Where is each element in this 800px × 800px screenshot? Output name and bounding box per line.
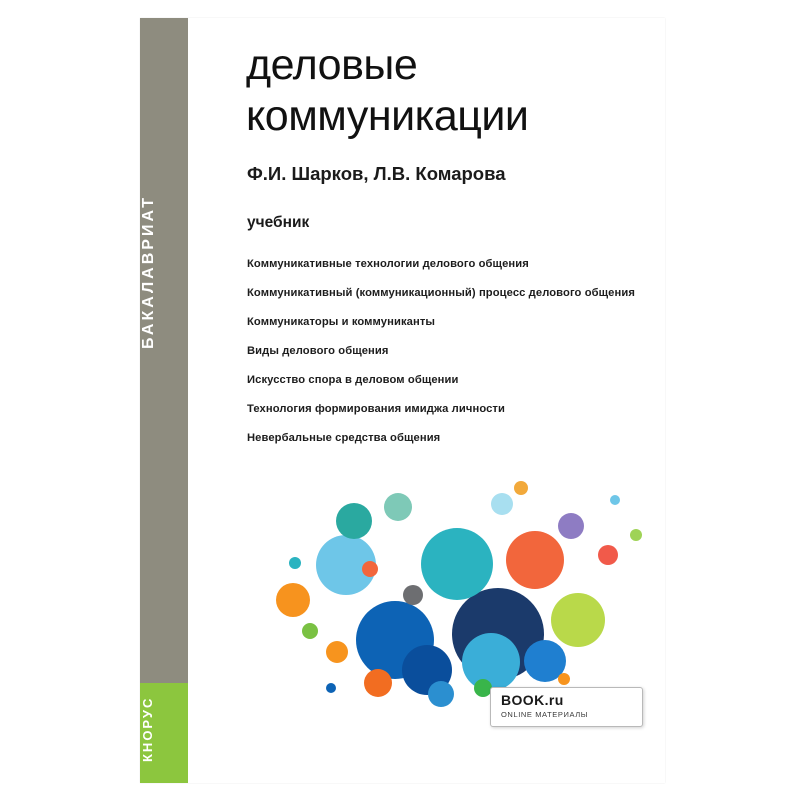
bubble-shape [364, 669, 392, 697]
list-item: Технология формирования имиджа личности [247, 403, 505, 415]
bubble-shape [289, 557, 301, 569]
bubble-shape [276, 583, 310, 617]
bubble-shape [403, 585, 423, 605]
bubble-shape [384, 493, 412, 521]
bubble-shape [514, 481, 528, 495]
bubble-shape [326, 683, 336, 693]
bubble-shape [336, 503, 372, 539]
bubble-shape [598, 545, 618, 565]
list-item: Коммуникативные технологии делового общения [247, 258, 529, 270]
bubble-shape [491, 493, 513, 515]
series-label: БАКАЛАВРИАТ [140, 195, 157, 349]
book-ru-badge-subtitle: ONLINE МАТЕРИАЛЫ [501, 710, 588, 719]
bubble-shape [558, 513, 584, 539]
bubble-shape [421, 528, 493, 600]
cover-content [206, 18, 665, 783]
list-item: Коммуникаторы и коммуниканты [247, 316, 436, 328]
book-title: деловые коммуникации [246, 41, 529, 140]
book-front-cover [140, 18, 665, 783]
bubble-shape [551, 593, 605, 647]
bubble-shape [462, 633, 520, 691]
bubble-shape [362, 561, 378, 577]
list-item: Коммуникативный (коммуникационный) процесс делового общения [247, 287, 635, 299]
book-ru-badge [490, 687, 643, 727]
book-authors: Ф.И. Шарков, Л.В. Комарова [247, 163, 506, 184]
list-item: Искусство спора в деловом общении [247, 374, 459, 386]
bubble-shape [506, 531, 564, 589]
spine-gutter [188, 18, 206, 783]
list-item: Виды делового общения [247, 345, 389, 357]
publisher-label: КНОРУС [140, 696, 155, 762]
book-subtitle: учебник [247, 214, 310, 231]
bubble-shape [630, 529, 642, 541]
bubble-shape [610, 495, 620, 505]
bubble-shape [428, 681, 454, 707]
book-ru-badge-title: BOOK.ru [501, 692, 564, 708]
bubble-shape [558, 673, 570, 685]
bubble-shape [302, 623, 318, 639]
list-item: Невербальные средства общения [247, 432, 441, 444]
topics-list [247, 258, 647, 461]
bubble-shape [326, 641, 348, 663]
